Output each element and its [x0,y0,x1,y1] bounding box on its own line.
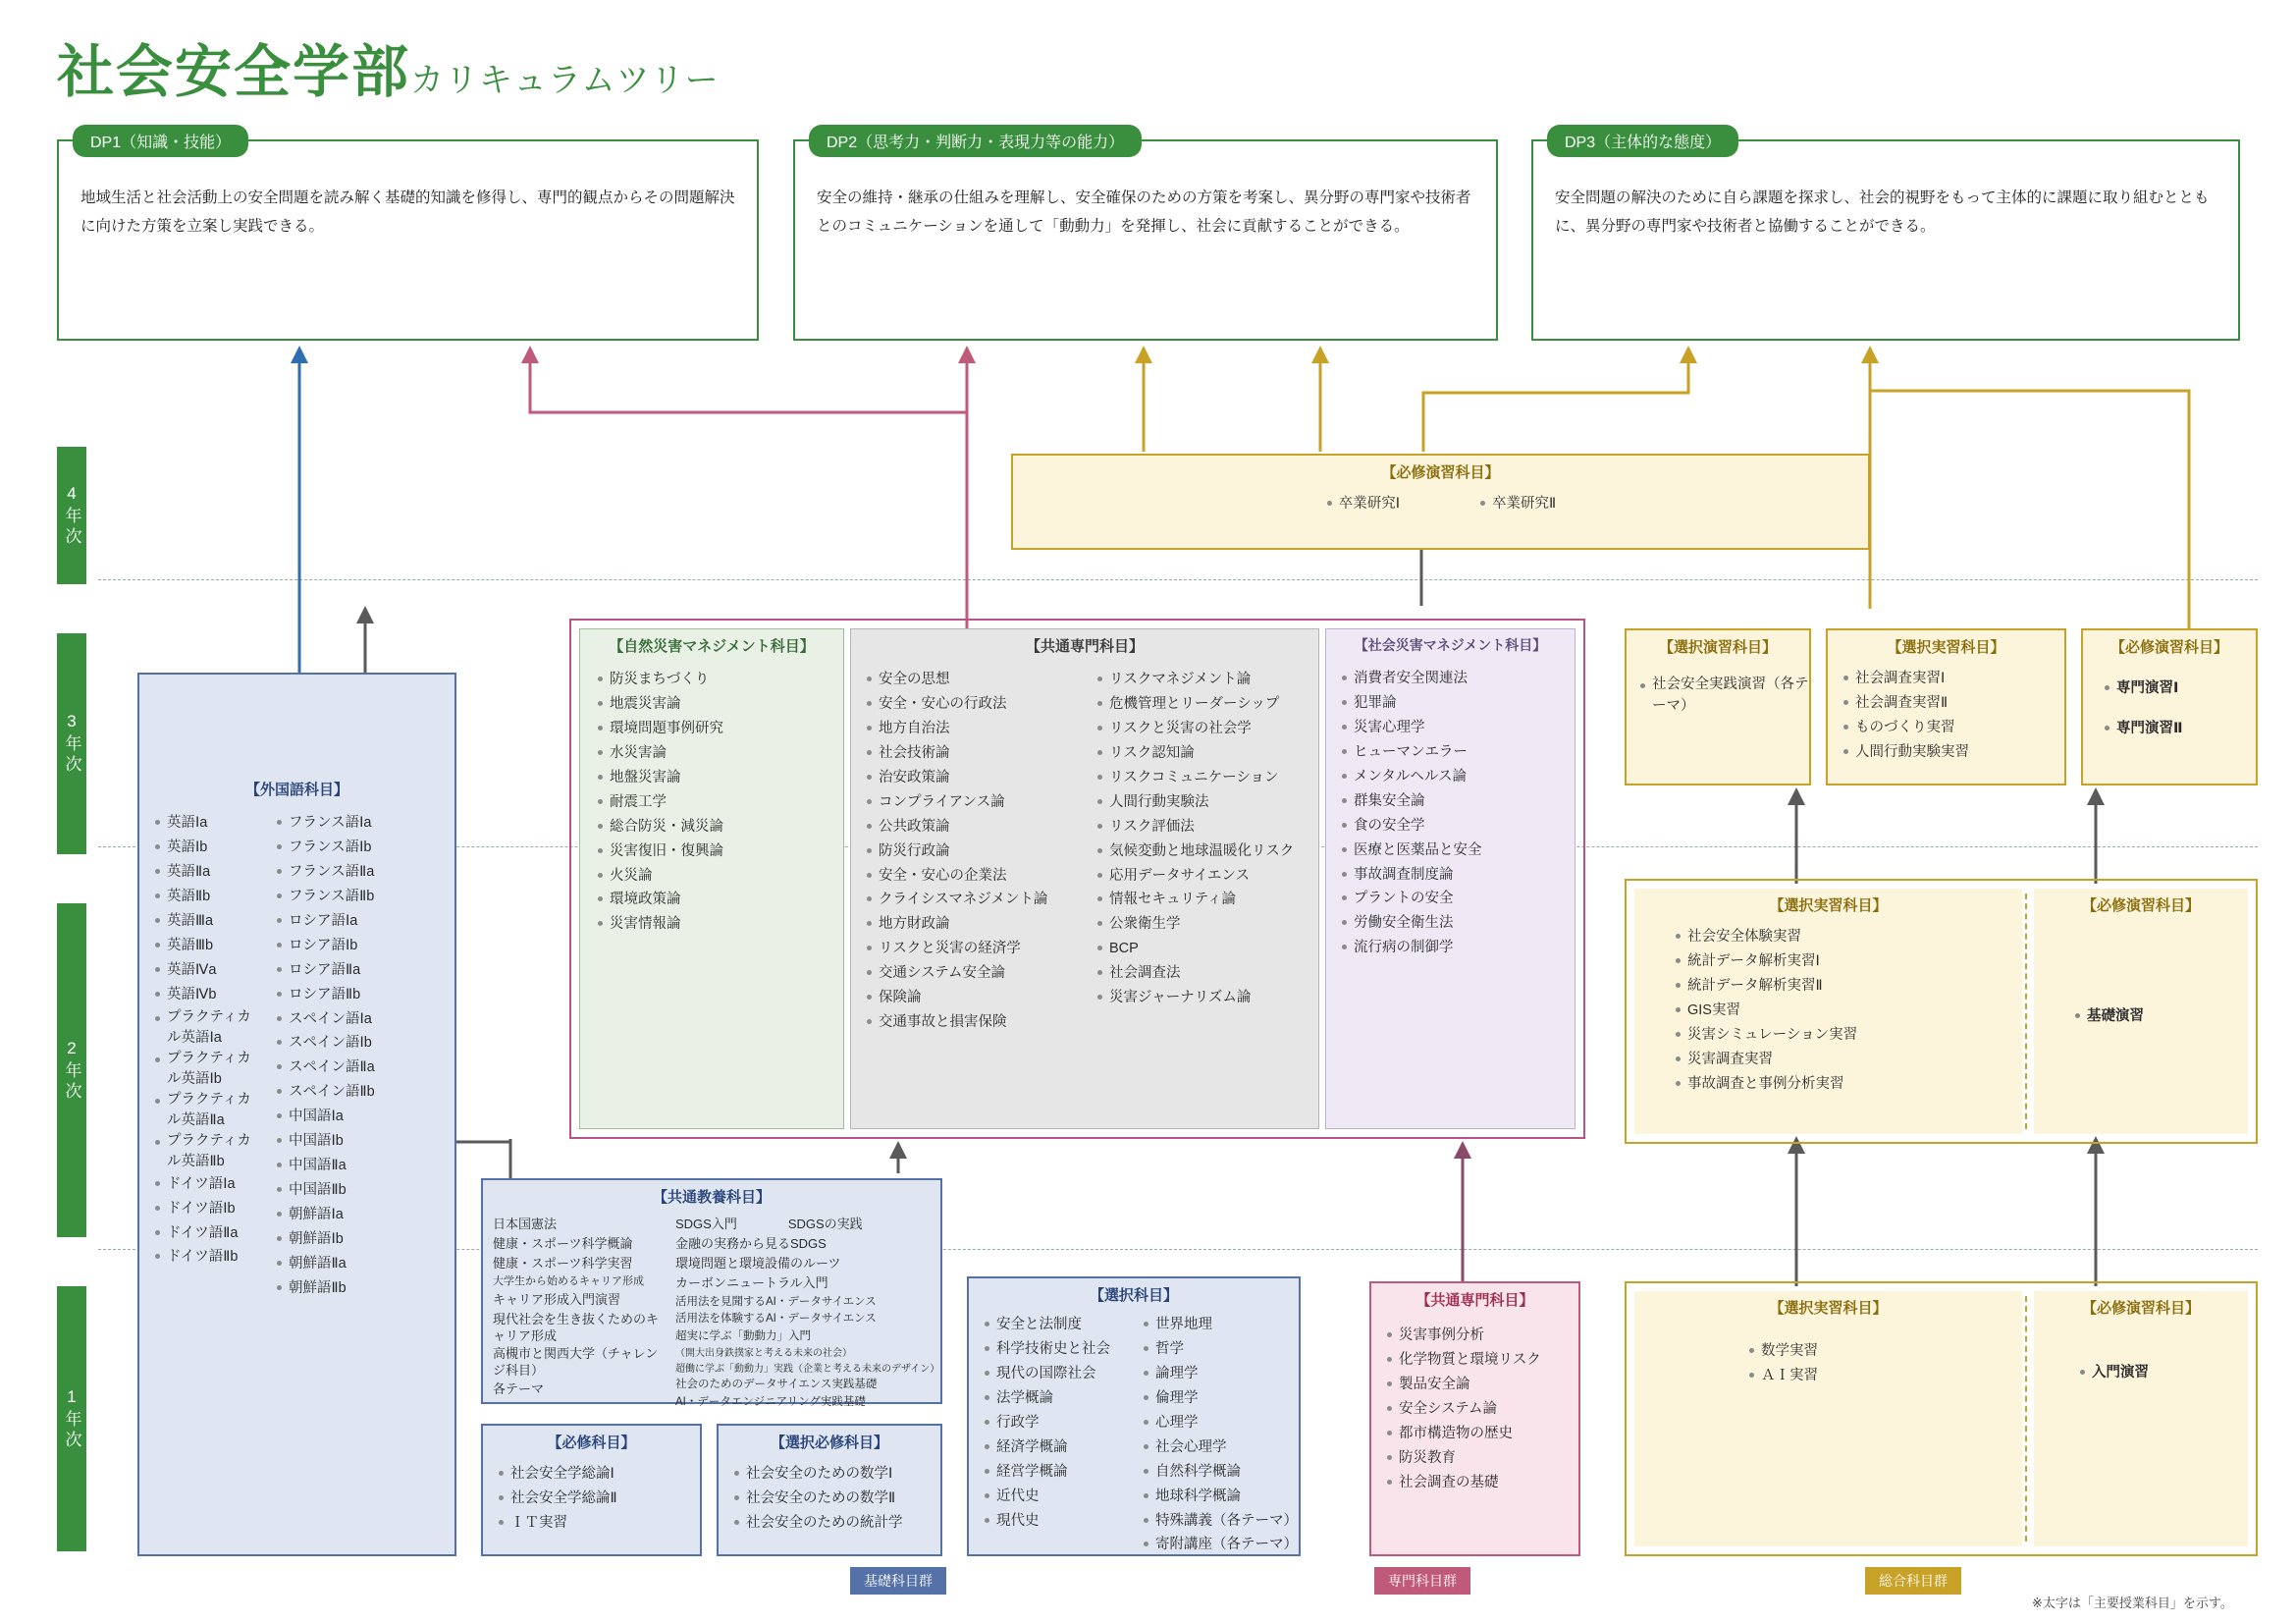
list-item: 社会安全学総論Ⅱ [497,1487,700,1511]
dp2-box [793,135,1498,341]
list-item: 超実に学ぶ「動動力」入門 [675,1330,811,1343]
list-item: 健康・スポーツ科学実習 [493,1256,633,1272]
list-item: クライシスマネジメント論 [865,888,1086,912]
list-item: 中国語Ⅰb [275,1129,375,1154]
year-4-text: 4年次 [62,483,81,548]
list-item: 倫理学 [1142,1386,1298,1411]
list-item: プラクティカル英語Ⅱb [153,1131,257,1172]
year-2-text: 2年次 [62,1038,81,1103]
list-item: 災害シミュレーション実習 [1674,1023,2022,1048]
common-specialized-1-title: 【共通専門科目】 [1415,1292,1534,1309]
list-item: 危機管理とリーダーシップ [1095,692,1294,717]
list-item: 社会のためのデータサイエンス実践基礎 [675,1379,878,1390]
list-item: 社会安全のための数学Ⅰ [732,1462,940,1487]
list-item: 社会安全のための数学Ⅱ [732,1487,940,1511]
required-seminar-2-title: 【必修演習科目】 [2081,897,2200,914]
list-item: 英語Ⅲb [153,934,257,958]
list-item: 人間行動実験実習 [1842,740,2064,765]
list-item: 環境問題と環境設備のルーツ [675,1256,841,1272]
list-item: プラクティカル英語Ⅱa [153,1090,257,1131]
list-item: ＩＴ実習 [497,1511,700,1536]
social-disaster-title: 【社会災害マネジメント科目】 [1354,637,1547,653]
divider-dashed-2 [2025,893,2027,1129]
list-item: フランス語Ⅱb [275,885,375,909]
year-label-2 [57,903,86,1237]
list-item: 科学技術史と社会 [983,1337,1130,1362]
list-item: 安全・安心の行政法 [865,692,1086,717]
list-item: 超働に学ぶ「動動力」実践（企業と考える未来のデザイン） [675,1363,940,1375]
list-item: 活用法を体験するAI・データサイエンス [675,1313,877,1326]
elective-practice-3-card[interactable] [1826,628,2066,785]
list-item: フランス語Ⅰb [275,836,375,860]
list-item: 社会調査の基礎 [1385,1471,1578,1495]
common-specialized-title: 【共通専門科目】 [1025,638,1144,655]
list-item: 地盤災害論 [596,766,843,790]
page-title-sub: カリキュラムツリー [410,62,720,99]
list-item: 日本国憲法 [493,1217,558,1231]
elective-practice-2-title: 【選択実習科目】 [1769,897,1888,914]
list-item: 英語Ⅰb [153,836,257,860]
list-item: 環境問題事例研究 [596,717,843,741]
list-item: 経済学概論 [983,1435,1130,1460]
list-item: キャリア形成入門演習 [493,1292,621,1308]
list-item: ＡＩ実習 [1747,1364,2022,1388]
tag-specialized-subjects: 専門科目群 [1374,1567,1470,1595]
list-item: BCP [1095,937,1294,961]
list-item: ドイツ語Ⅰa [153,1172,257,1197]
tag-basic-subjects: 基礎科目群 [850,1567,946,1595]
list-item: 英語Ⅳa [153,958,257,983]
list-item: 化学物質と環境リスク [1385,1348,1578,1373]
list-item: カーボンニュートラル入門 [675,1275,828,1291]
list-item: 消費者安全関連法 [1340,667,1575,691]
list-item: 安全システム論 [1385,1397,1578,1422]
list-item: 公衆衛生学 [1095,912,1294,937]
list-item: 英語Ⅱb [153,885,257,909]
list-item: 行政学 [983,1411,1130,1435]
list-item: ロシア語Ⅱa [275,958,375,983]
elective-practice-1-title: 【選択実習科目】 [1769,1300,1888,1317]
required-basic-title: 【必修科目】 [547,1435,636,1451]
list-item: 中国語Ⅰa [275,1105,375,1129]
list-item: スペイン語Ⅱa [275,1056,375,1080]
list-item: 交通事故と損害保険 [865,1010,1086,1035]
required-seminar-1-title: 【必修演習科目】 [2081,1300,2200,1317]
list-item: 防災教育 [1385,1446,1578,1471]
year-label-4 [57,447,86,584]
elective-subjects-col2 [1142,1313,1298,1557]
list-item: 入門演習 [2078,1361,2248,1385]
common-liberal-col2 [675,1215,939,1412]
dp2-text: 安全の維持・継承の仕組みを理解し、安全確保のための方策を考案し、異分野の専門家や技術者とのコミュニケーションを通して「動動力」を発揮し、社会に貢献することができる。 [817,189,1471,235]
common-liberal-card[interactable] [481,1178,942,1408]
common-specialized-col2 [1095,668,1294,1035]
required-seminar-2-card[interactable] [2034,889,2248,1134]
foreign-language-col2 [275,811,375,1301]
year-label-1 [57,1286,86,1551]
list-item: 安全の思想 [865,668,1086,692]
list-item: ドイツ語Ⅰb [153,1197,257,1221]
list-item: 医療と医薬品と安全 [1340,839,1575,863]
list-item: 近代史 [983,1485,1130,1509]
required-seminar-3-title: 【必修演習科目】 [2109,639,2228,656]
elective-seminar-3-title: 【選択演習科目】 [1658,639,1777,656]
list-item: 公共政策論 [865,815,1086,839]
list-item: 基礎演習 [2073,1004,2248,1029]
list-item: 治安政策論 [865,766,1086,790]
divider-year-4-3 [98,579,2258,580]
elective-required-basic-card[interactable] [717,1424,942,1556]
list-item: 現代の国際社会 [983,1362,1130,1386]
foreign-language-card[interactable] [137,673,456,1556]
divider-dashed-1 [2025,1296,2027,1542]
list-item: 卒業研究Ⅰ [1325,492,1400,516]
list-item: 災害事例分析 [1385,1324,1578,1348]
list-item: 数学実習 [1747,1339,2022,1364]
dp1-text: 地域生活と社会活動上の安全問題を読み解く基礎的知識を修得し、専門的観点からその問題解決に向けた方策を立案し実践できる。 [80,189,735,235]
list-item: 経営学概論 [983,1460,1130,1485]
list-item: 社会安全学総論Ⅰ [497,1462,700,1487]
dp1-box [57,135,759,341]
required-seminar-4-title: 【必修演習科目】 [1381,464,1500,481]
list-item: コンプライアンス論 [865,790,1086,815]
elective-practice-1-card[interactable] [1634,1291,2022,1546]
dp1-tab: DP1（知識・技能） [73,125,248,157]
list-item: 総合防災・減災論 [596,815,843,839]
list-item: 災害ジャーナリズム論 [1095,986,1294,1010]
page-title-main: 社会安全学部 [57,40,411,104]
list-item: 社会安全のための統計学 [732,1511,940,1536]
list-item: 論理学 [1142,1362,1298,1386]
list-item: AI・データエンジニアリング実践基礎 [675,1395,866,1408]
list-item: 地方自治法 [865,717,1086,741]
list-item: 社会安全体験実習 [1674,925,2022,949]
list-item: 水災害論 [596,741,843,766]
elective-practice-3-title: 【選択実習科目】 [1887,639,2005,656]
year-label-3 [57,633,86,854]
required-seminar-4-card[interactable] [1011,454,1870,550]
year-3-text: 3年次 [62,712,81,776]
common-specialized-1-card[interactable] [1369,1281,1580,1556]
social-disaster-card[interactable] [1325,628,1575,1129]
list-item: 地方財政論 [865,912,1086,937]
list-item: 統計データ解析実習Ⅱ [1674,974,2022,999]
list-item: 現代社会を生き抜くためのキャリア形成 [493,1311,660,1344]
foreign-language-title: 【外国語科目】 [244,782,348,798]
list-item: フランス語Ⅰa [275,811,375,836]
list-item: 活用法を見聞するAI・データサイエンス [675,1295,877,1308]
list-item: ロシア語Ⅰb [275,934,375,958]
list-item: 社会調査法 [1095,961,1294,986]
list-item: 英語Ⅳb [153,983,257,1007]
list-item: リスク認知論 [1095,741,1294,766]
dp2-tab: DP2（思考力・判断力・表現力等の能力） [809,125,1142,157]
list-item: 専門演習Ⅱ [2103,717,2256,741]
list-item: 世界地理 [1142,1313,1298,1337]
list-item: 流行病の制御学 [1340,936,1575,960]
list-item: 中国語Ⅱa [275,1154,375,1178]
list-item: 犯罪論 [1340,691,1575,716]
list-item: フランス語Ⅱa [275,860,375,885]
required-seminar-1-card[interactable] [2034,1291,2248,1546]
list-item: リスクコミュニケーション [1095,766,1294,790]
list-item: 交通システム安全論 [865,961,1086,986]
list-item: ロシア語Ⅰa [275,909,375,934]
list-item: 環境政策論 [596,888,843,912]
list-item: 災害調査実習 [1674,1048,2022,1072]
foreign-language-col1 [153,811,257,1301]
list-item: スペイン語Ⅰb [275,1031,375,1056]
list-item: 情報セキュリティ論 [1095,888,1294,912]
list-item: 朝鮮語Ⅰa [275,1203,375,1227]
list-item: 高槻市と関西大学（チャレンジ科目） [493,1345,659,1379]
list-item: 健康・スポーツ科学概論 [493,1236,633,1252]
list-item: 地震災害論 [596,692,843,717]
list-item: 製品安全論 [1385,1373,1578,1397]
list-item: 英語Ⅲa [153,909,257,934]
dp3-tab: DP3（主体的な態度） [1547,125,1738,157]
list-item: 事故調査制度論 [1340,863,1575,888]
list-item: 社会技術論 [865,741,1086,766]
list-item: 事故調査と事例分析実習 [1674,1072,2022,1097]
list-item: リスクマネジメント論 [1095,668,1294,692]
list-item: 朝鮮語Ⅰb [275,1227,375,1252]
elective-practice-2-card[interactable] [1634,889,2022,1134]
list-item: 群集安全論 [1340,789,1575,814]
list-item: 社会安全実践演習（各テーマ） [1638,675,1809,718]
natural-disaster-card[interactable] [579,628,844,1129]
tag-integrated-subjects: 総合科目群 [1865,1567,1961,1595]
list-item: 社会調査実習Ⅰ [1842,667,2064,691]
list-item: 気候変動と地球温暖化リスク [1095,839,1294,864]
list-item: メンタルヘルス論 [1340,765,1575,789]
list-item: 災害復旧・復興論 [596,839,843,864]
footnote: ※太字は「主要授業科目」を示す。 [2032,1596,2233,1610]
common-liberal-col1 [493,1215,667,1412]
list-item: 現代史 [983,1509,1130,1534]
list-item: ものづくり実習 [1842,716,2064,740]
elective-seminar-3-card[interactable] [1625,628,1811,785]
list-item: スペイン語Ⅱb [275,1080,375,1105]
list-item: 哲学 [1142,1337,1298,1362]
list-item: 英語Ⅱa [153,860,257,885]
list-item: ドイツ語Ⅱb [153,1245,257,1270]
list-item: 安全・安心の企業法 [865,864,1086,889]
list-item: GIS実習 [1674,999,2022,1023]
dp3-text: 安全問題の解決のために自ら課題を探求し、社会的視野をもって主体的に課題に取り組むとともに、異分野の専門家や技術者と協働することができる。 [1555,189,2210,235]
list-item: 大学生から始めるキャリア形成 [493,1275,644,1288]
list-item: 安全と法制度 [983,1313,1130,1337]
list-item: 労働安全衛生法 [1340,911,1575,936]
list-item: 食の安全学 [1340,814,1575,839]
list-item: 特殊講義（各テーマ） [1142,1509,1298,1534]
common-liberal-title: 【共通教養科目】 [652,1189,771,1206]
list-item: プラクティカル英語Ⅰb [153,1049,257,1090]
elective-required-basic-title: 【選択必修科目】 [770,1435,888,1451]
natural-disaster-title: 【自然災害マネジメント科目】 [609,638,815,655]
list-item: 防災行政論 [865,839,1086,864]
page-title [57,26,720,108]
list-item: 防災まちづくり [596,668,843,692]
list-item: 都市構造物の歴史 [1385,1422,1578,1446]
list-item: （開大出身鉄撲家と考える未来の社会） [675,1348,852,1359]
list-item: 中国語Ⅱb [275,1178,375,1203]
elective-subjects-title: 【選択科目】 [1089,1287,1178,1304]
list-item: 統計データ解析実習Ⅰ [1674,949,2022,974]
common-specialized-card[interactable] [850,628,1319,1129]
list-item: プラクティカル英語Ⅰa [153,1007,257,1049]
required-basic-card[interactable] [481,1424,702,1556]
list-item: 地球科学概論 [1142,1485,1298,1509]
list-item: 保険論 [865,986,1086,1010]
list-item: 卒業研究Ⅱ [1478,492,1556,516]
list-item: プラントの安全 [1340,887,1575,911]
required-seminar-3-card[interactable] [2081,628,2258,785]
list-item: 各テーマ [493,1380,545,1396]
list-item: ドイツ語Ⅱa [153,1221,257,1246]
list-item: リスクと災害の経済学 [865,937,1086,961]
list-item: 寄附講座（各テーマ） [1142,1533,1298,1557]
list-item: 社会調査実習Ⅱ [1842,691,2064,716]
list-item: 英語Ⅰa [153,811,257,836]
dp3-box [1531,135,2240,341]
list-item: 自然科学概論 [1142,1460,1298,1485]
list-item: 火災論 [596,864,843,889]
list-item: リスクと災害の社会学 [1095,717,1294,741]
list-item: 人間行動実験法 [1095,790,1294,815]
list-item: 耐震工学 [596,790,843,815]
list-item: ロシア語Ⅱb [275,983,375,1007]
list-item: 心理学 [1142,1411,1298,1435]
elective-subjects-card[interactable] [967,1276,1301,1556]
list-item: 専門演習Ⅰ [2103,677,2256,701]
common-specialized-col1 [865,668,1086,1035]
list-item: 社会心理学 [1142,1435,1298,1460]
year-1-text: 1年次 [62,1386,81,1451]
list-item: 法学概論 [983,1386,1130,1411]
elective-subjects-col1 [983,1313,1130,1557]
list-item: 災害情報論 [596,912,843,937]
list-item: 金融の実務から見るSDGS [675,1236,827,1252]
list-item: 朝鮮語Ⅱb [275,1276,375,1301]
list-item: スペイン語Ⅰa [275,1007,375,1032]
list-item: 朝鮮語Ⅱa [275,1252,375,1276]
list-item: 応用データサイエンス [1095,864,1294,889]
list-item: リスク評価法 [1095,815,1294,839]
list-item: SDGS入門 SDGSの実践 [675,1217,863,1231]
list-item: ヒューマンエラー [1340,740,1575,765]
list-item: 災害心理学 [1340,716,1575,740]
